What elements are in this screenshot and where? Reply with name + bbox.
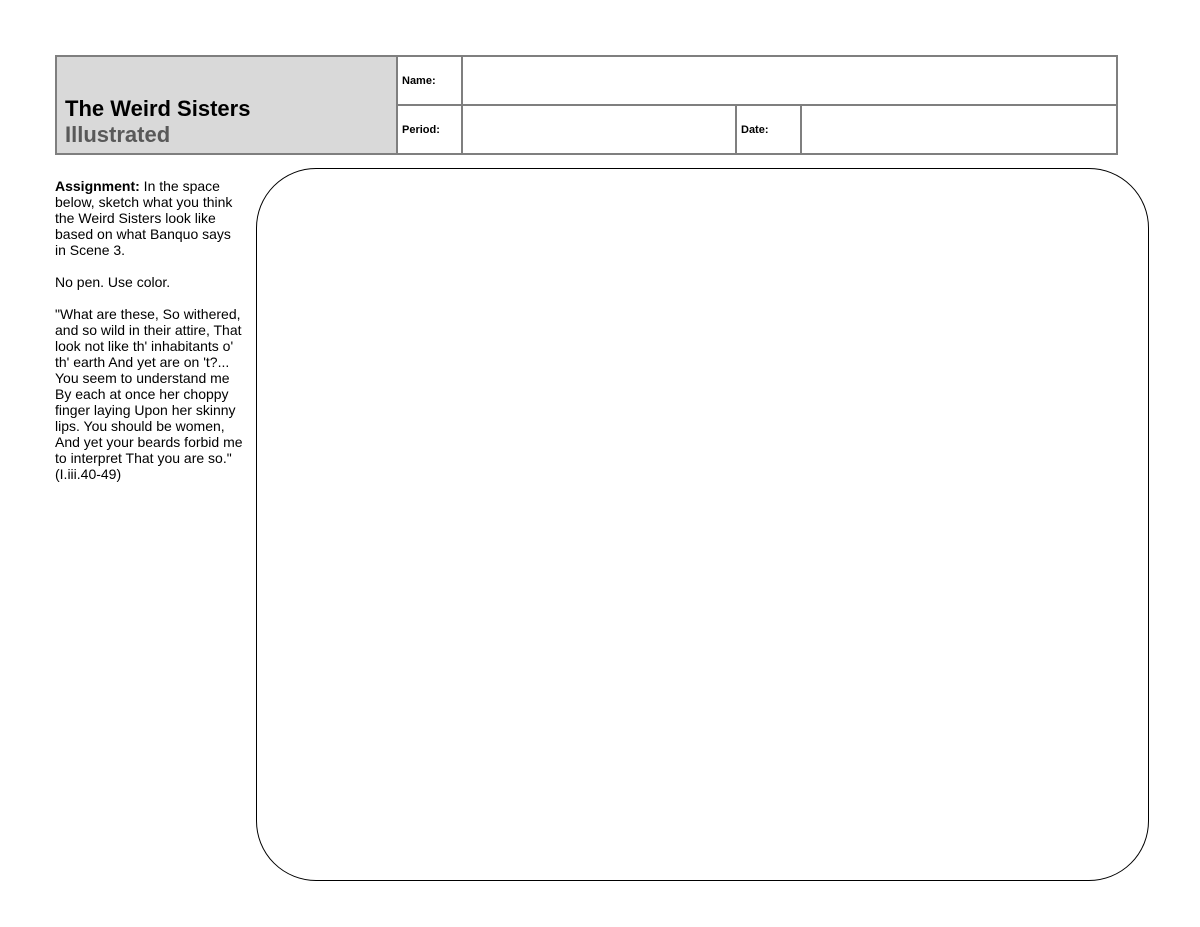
worksheet-header <box>55 55 1118 155</box>
worksheet-title: The Weird Sisters <box>65 96 251 121</box>
banquo-quote: "What are these, So withered, and so wild in their attire, That look not like th' inhabitants o' th' earth And yet are on 't?... You seem to understand me By each at once her choppy finger laying Upon her skinny lips. You should be women, And yet your beards forbid me to interpret That you are so." (I.iii.40-49) <box>55 306 243 482</box>
sketch-area[interactable] <box>256 168 1149 881</box>
date-field[interactable] <box>802 106 1116 153</box>
assignment-lead: Assignment: <box>55 178 140 194</box>
assignment-instructions <box>55 178 245 258</box>
name-label: Name: <box>402 74 436 87</box>
instructions-text: In the space below, sketch what you think the Weird Sisters look like based on what Banquo says in Scene 3. <box>55 178 233 258</box>
assignment-text <box>55 178 245 482</box>
name-field[interactable] <box>463 57 1116 104</box>
period-field[interactable] <box>463 106 735 153</box>
date-label: Date: <box>741 123 769 136</box>
period-label: Period: <box>402 123 440 136</box>
column-divider <box>800 106 802 153</box>
assignment-note: No pen. Use color. <box>55 274 171 290</box>
column-divider <box>461 57 463 153</box>
title-block <box>57 57 398 153</box>
column-divider <box>735 106 737 153</box>
worksheet-subtitle: Illustrated <box>65 122 171 147</box>
